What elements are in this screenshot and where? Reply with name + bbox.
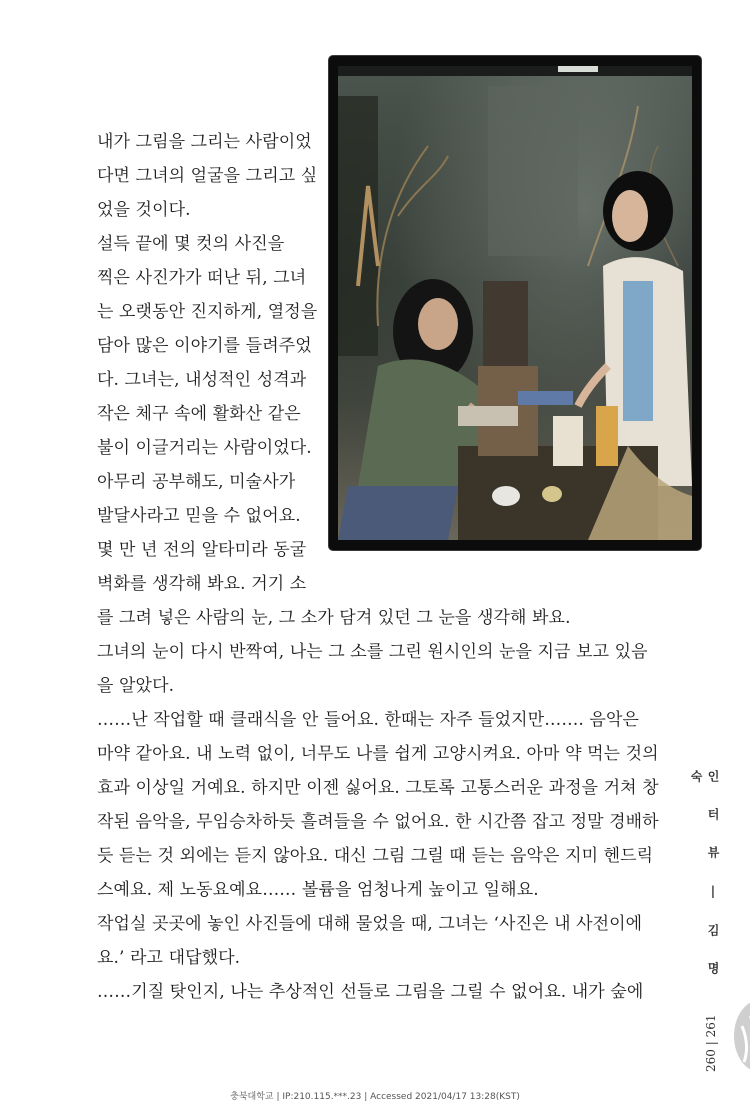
body-line: 작된 음악을, 무임승차하듯 흘려들을 수 없어요. 한 시간쯤 잡고 정말 경배하 — [97, 812, 659, 832]
body-line: 마약 같아요. 내 노력 없이, 너무도 나를 쉽게 고양시켜요. 아마 약 먹는 것의 — [97, 744, 659, 764]
body-line: 을 알았다. — [97, 676, 175, 696]
body-line: 다면 그녀의 얼굴을 그리고 싶 — [97, 166, 318, 186]
body-line: 스예요. 제 노동요예요…… 볼륨을 엄청나게 높이고 일해요. — [97, 880, 539, 900]
body-line: 효과 이상일 거예요. 하지만 이젠 싫어요. 그토록 고통스러운 과정을 거쳐 창 — [97, 778, 659, 798]
body-line: 는 오랫동안 진지하게, 열정을 — [97, 302, 318, 322]
body-line: ……기질 탓인지, 나는 추상적인 선들로 그림을 그릴 수 없어요. 내가 숲에 — [97, 982, 644, 1002]
body-line: ……난 작업할 때 클래식을 안 들어요. 한때는 자주 들었지만……. 음악은 — [97, 710, 639, 730]
body-line: 벽화를 생각해 봐요. 거기 소 — [97, 574, 307, 594]
body-line: 설득 끝에 몇 컷의 사진을 — [97, 234, 285, 254]
body-line: 듯 듣는 것 외에는 듣지 않아요. 대신 그림 그릴 때 듣는 음악은 지미 헨드릭 — [97, 846, 654, 866]
body-line: 발달사라고 믿을 수 없어요. — [97, 506, 301, 526]
page-numbers: 260 | 261 — [704, 1014, 718, 1072]
body-line: 담아 많은 이야기를 들려주었 — [97, 336, 312, 356]
body-line: 를 그려 넣은 사람의 눈, 그 소가 담겨 있던 그 눈을 생각해 봐요. — [97, 608, 571, 628]
body-line: 내가 그림을 그리는 사람이었 — [97, 132, 312, 152]
body-line: 불이 이글거리는 사람이었다. — [97, 438, 312, 458]
access-footer: 충북대학교 | IP:210.115.***.23 | Accessed 2021/04/17 13:28(KST) — [230, 1092, 520, 1102]
body-line: 찍은 사진가가 떠난 뒤, 그녀 — [97, 268, 307, 288]
body-line: 아무리 공부해도, 미술사가 — [97, 472, 296, 492]
photo-illustration — [338, 66, 692, 540]
photo-image — [338, 66, 692, 540]
body-line: 그녀의 눈이 다시 반짝여, 나는 그 소를 그린 원시인의 눈을 지금 보고 있음 — [97, 642, 648, 662]
body-line: 몇 만 년 전의 알타미라 동굴 — [97, 540, 307, 560]
running-head: 인 터 뷰 | 김 명 숙 — [689, 770, 720, 980]
body-line: 작업실 곳곳에 놓인 사진들에 대해 물었을 때, 그녀는 ‘사진은 내 사전이에 — [97, 914, 643, 934]
studio-photo — [329, 56, 701, 550]
decorative-brush-icon — [724, 996, 750, 1076]
body-line: 작은 체구 속에 활화산 같은 — [97, 404, 301, 424]
body-line: 요.’ 라고 대답했다. — [97, 948, 241, 968]
body-line: 었을 것이다. — [97, 200, 191, 220]
body-line: 다. 그녀는, 내성적인 성격과 — [97, 370, 307, 390]
